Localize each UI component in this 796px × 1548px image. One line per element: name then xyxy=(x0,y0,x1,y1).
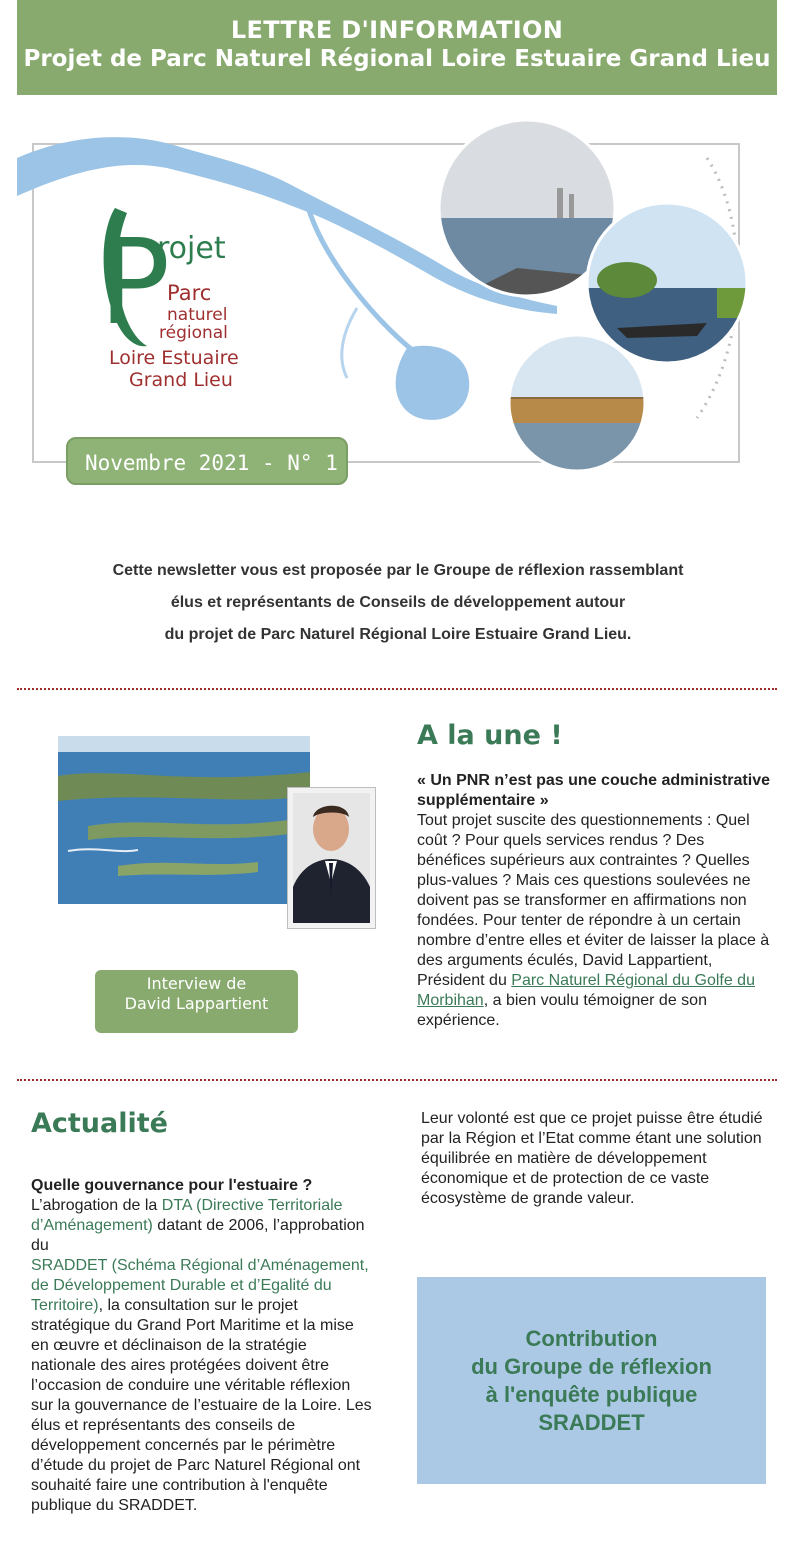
header-subtitle: Projet de Parc Naturel Régional Loire Estuaire Grand Lieu xyxy=(23,46,771,72)
a-la-une-body-end: , a bien voulu témoigner de son expérience. xyxy=(417,992,707,1029)
actualite-right-text: Leur volonté est que ce projet puisse être étudié par la Région et l’Etat comme étant une solution équilibrée en matière de développement économique et de protection de ce vaste écosystème de grande valeur. xyxy=(421,1110,763,1207)
interview-button-line-2: David Lappartient xyxy=(124,994,269,1013)
issue-label: Novembre 2021 - N° 1 xyxy=(85,451,338,475)
actualite-heading: Actualité xyxy=(31,1108,168,1139)
actualite-text-3: , la consultation sur le projet stratégique du Grand Port Maritime et la mise en œuvre et déclinaison de la stratégie nationale des aires protégées doivent être l’occasion de conduire une véritable réflexion sur la gouvernance de l’estuaire de la Loire. Les élus et représentants des conseils de développement concernés par le périmètre d’étude du projet de Parc Naturel Régional ont souhaité faire une contribution à l'enquête publique du SRADDET. xyxy=(31,1297,372,1514)
logo-rojet: rojet xyxy=(157,231,226,266)
portrait-photo xyxy=(287,787,376,929)
logo-regional: régional xyxy=(159,323,228,343)
header-title: LETTRE D'INFORMATION xyxy=(230,16,564,44)
intro-line-1: Cette newsletter vous est proposée par le Groupe de réflexion rassemblant xyxy=(112,562,684,579)
intro-line-3: du projet de Parc Naturel Régional Loire Estuaire Grand Lieu. xyxy=(164,626,632,643)
logo-grand-lieu: Grand Lieu xyxy=(129,369,233,391)
contribution-button[interactable] xyxy=(417,1277,766,1484)
interview-button[interactable] xyxy=(95,970,298,1033)
a-la-une-body-start: Tout projet suscite des questionnements : Quel coût ? Pour quels services rendus ? Des bénéfices supérieurs aux contraintes ? Quelles plus-values ? Mais ces questions soulevées ne doivent pas se transformer en affirmations non fondées. Pour tenter de répondre à un certain nombre d’entre elles et éviter de laisser la place à des arguments éculés, David Lappartient, Président du xyxy=(417,812,770,989)
actualite-text-2: datant de 2006, l’approbation du xyxy=(31,1217,365,1254)
actualite-question: Quelle gouvernance pour l'estuaire ? xyxy=(31,1177,313,1194)
contribution-line-1: Contribution xyxy=(525,1326,658,1351)
a-la-une-text xyxy=(417,771,777,1031)
contribution-line-3: à l'enquête publique xyxy=(485,1382,698,1407)
interview-button-line-1: Interview de xyxy=(146,974,247,993)
a-la-une-quote: « Un PNR n’est pas une couche administrative supplémentaire » xyxy=(417,772,770,809)
section-divider xyxy=(17,688,777,690)
actualite-text xyxy=(31,1176,376,1516)
sraddet-link[interactable]: SRADDET (Schéma Régional d’Aménagement, de Développement Durable et d’Egalité du Territoire) xyxy=(31,1257,369,1314)
aerial-photo-gulf xyxy=(58,736,310,904)
logo-loire-estuaire: Loire Estuaire xyxy=(109,347,239,369)
section-divider-2 xyxy=(17,1079,777,1081)
logo-naturel: naturel xyxy=(167,305,228,325)
morbihan-park-link[interactable]: Parc Naturel Régional du Golfe du Morbihan xyxy=(417,972,755,1009)
banner-image xyxy=(17,118,777,498)
a-la-une-heading: A la une ! xyxy=(417,720,563,751)
newsletter-header xyxy=(17,0,777,95)
intro-text xyxy=(0,560,796,656)
logo-parc: Parc xyxy=(167,281,212,305)
actualite-text-1: L’abrogation de la xyxy=(31,1197,162,1214)
contribution-line-2: du Groupe de réflexion xyxy=(471,1354,712,1379)
contribution-line-4: SRADDET xyxy=(538,1410,645,1435)
intro-line-2: élus et représentants de Conseils de développement autour xyxy=(170,594,626,611)
dta-link[interactable]: DTA (Directive Territoriale d’Aménagement) xyxy=(31,1197,343,1234)
logo-letter-p: P xyxy=(99,213,171,351)
